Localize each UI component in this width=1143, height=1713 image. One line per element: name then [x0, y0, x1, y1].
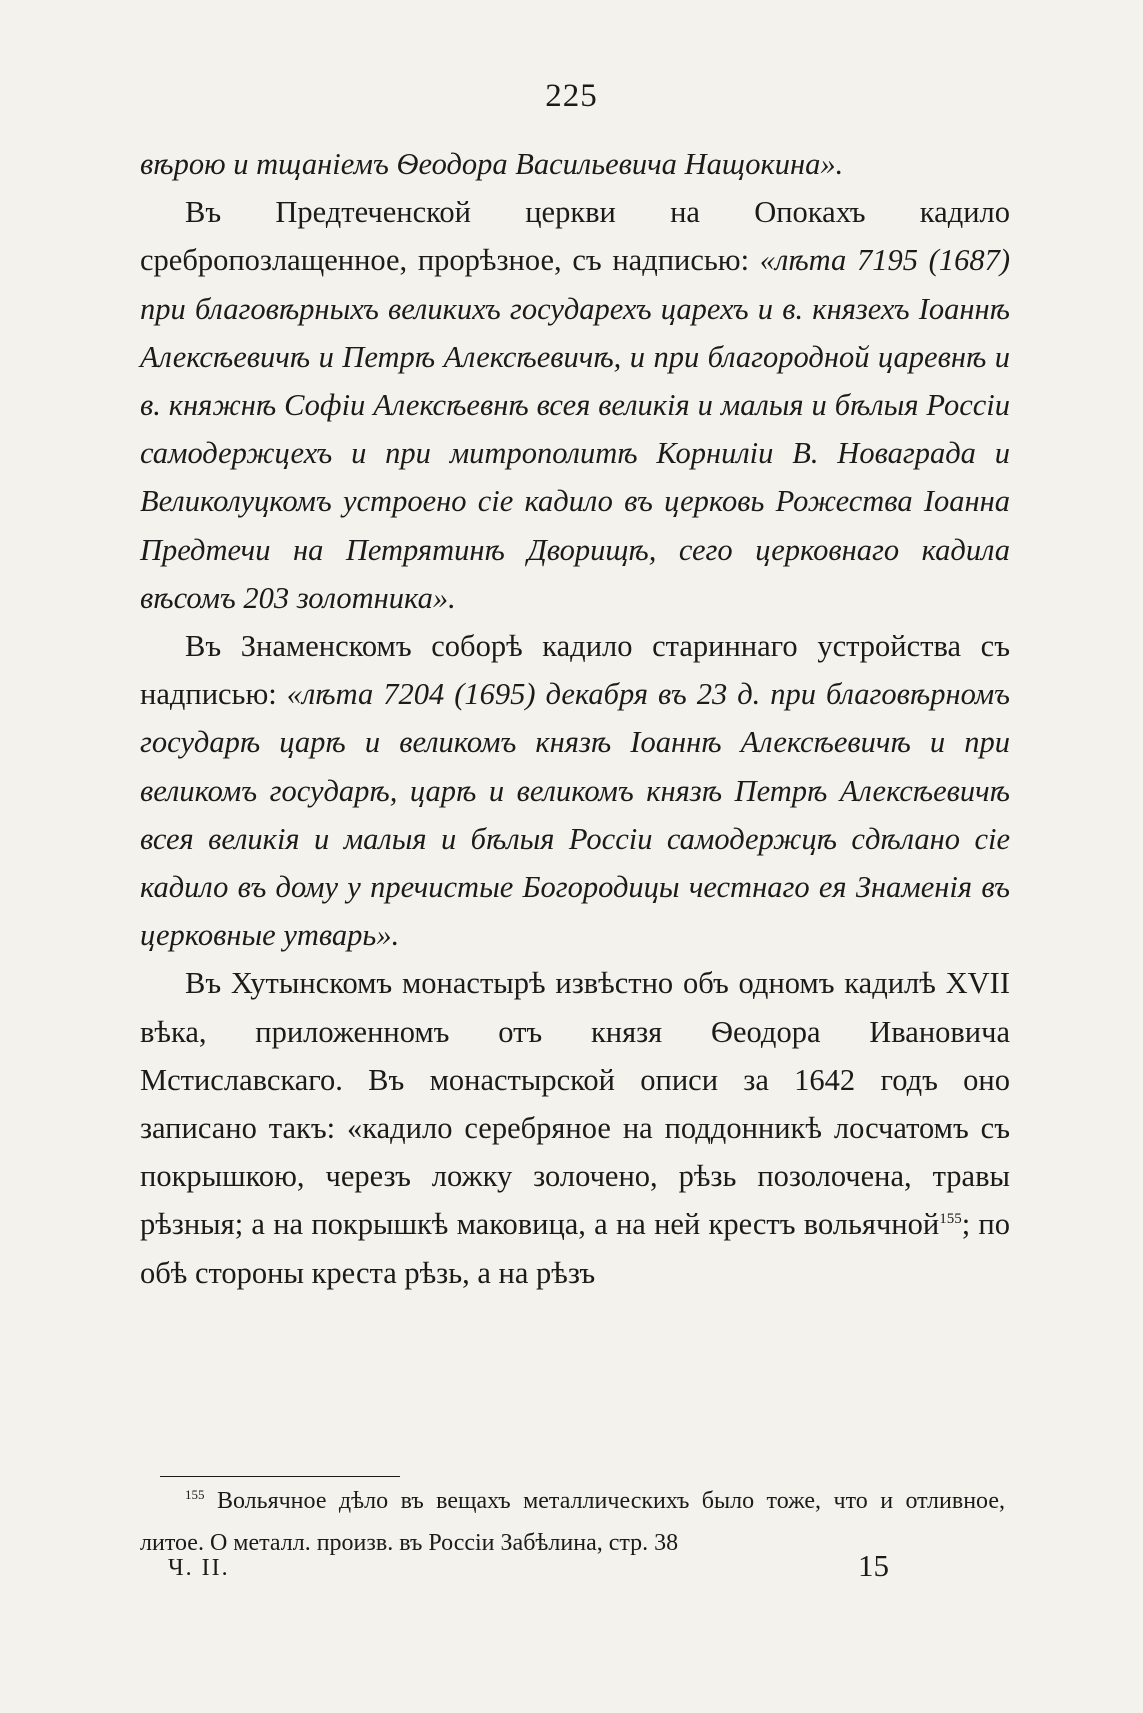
inscription-quote: «лѣта 7195 (1687) при благовѣрныхъ великихъ государехъ царехъ и в. князехъ Іоаннѣ Алексѣевичѣ и Петрѣ Алексѣевичѣ, и при благородной царевнѣ и в. княжнѣ Софіи Алексѣевнѣ всея великія и малыя и бѣлыя Россіи самодержцехъ и при митрополитѣ Корниліи В. Новаграда и Великолуцкомъ устроено сіе кадило въ церковь Рожества Іоанна Предтечи на Петрятинѣ Дворищѣ, сего церковнаго кадила вѣсомъ 203 золотника». [140, 243, 1011, 615]
paragraph [140, 959, 1010, 1296]
paragraph [140, 188, 1010, 622]
inscription-quote: «лѣта 7204 (1695) декабря въ 23 д. при благовѣрномъ государѣ царѣ и великомъ князѣ Іоаннѣ Алексѣевичѣ и при великомъ государѣ, царѣ и великомъ князѣ Петрѣ Алексѣевичѣ всея великія и малыя и бѣлыя Россіи самодержцѣ сдѣлано сіе кадило въ дому у пречистые Богородицы честнаго ея Знаменія въ церковные утварь». [140, 677, 1010, 953]
text-run: Въ Знаменскомъ соборѣ кадило стариннаго устройства съ надписью: [140, 629, 1010, 712]
sheet-number: 15 [858, 1548, 889, 1583]
page-number: 225 [545, 78, 598, 114]
footnote-divider [160, 1476, 400, 1477]
main-text [140, 140, 1010, 1297]
text-run: Въ Предтеченской церкви на Опокахъ кадило сребропозлащенное, прорѣзное, съ надписью: [140, 195, 1010, 278]
text-run: ; по обѣ стороны креста рѣзь, а на рѣзъ [140, 1207, 1010, 1290]
footnote-reference[interactable]: 155 [939, 1211, 962, 1228]
footnote-text: Вольячное дѣло въ вещахъ металлическихъ было тоже, что и отливное, литое. О металл. произв. въ Россіи Забѣлина, стр. 38 [140, 1488, 1005, 1556]
text-run: Въ Хутынскомъ монастырѣ извѣстно объ одномъ кадилѣ XVII вѣка, приложенномъ отъ князя Ѳеодора Ивановича Мстиславскаго. Въ монастырской описи за 1642 годъ оно записано такъ: «кадило серебряное на поддонникѣ лосчатомъ съ покрышкою, черезъ ложку золочено, рѣзь позолочена, травы рѣзныя; а на покрышкѣ маковица, а на ней крестъ вольячной [140, 966, 1010, 1242]
paragraph [140, 140, 1010, 188]
text-run: вѣрою и тщаніемъ Ѳеодора Васильевича Нащокина». [140, 147, 844, 181]
paragraph [140, 622, 1010, 959]
signature-mark: Ч. II. [168, 1555, 230, 1581]
footnote-mark: 155 [185, 1487, 205, 1502]
